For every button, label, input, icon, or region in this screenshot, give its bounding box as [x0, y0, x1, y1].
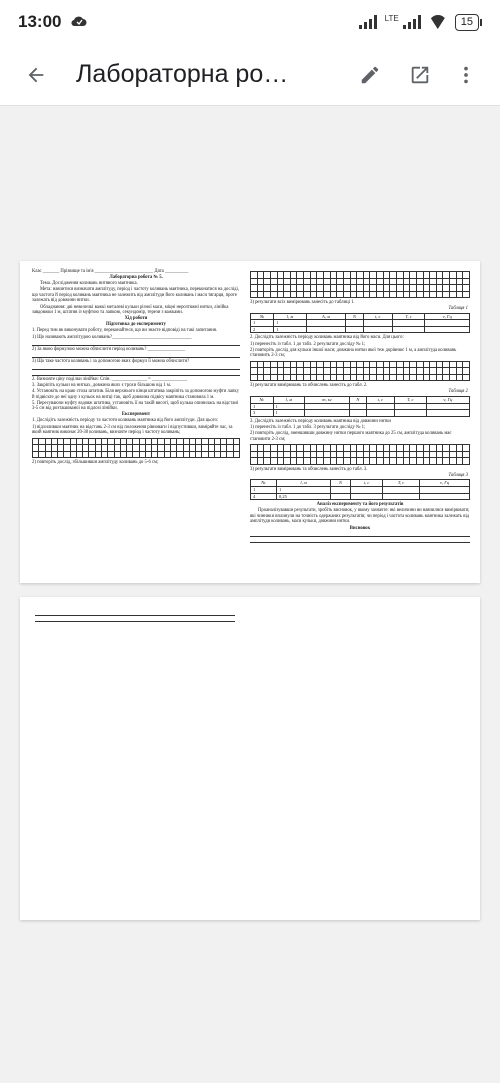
- table3-caption: Таблиця 3: [448, 472, 468, 478]
- grid-cell: [264, 458, 271, 465]
- table-header: t, с: [350, 480, 382, 487]
- prep-step-2: 2. Визначте ціну поділки лінійки: Спін. _______________ = _______________: [32, 376, 188, 382]
- grid-cell: [410, 292, 417, 299]
- grid-cell: [377, 458, 384, 465]
- grid-cell: [364, 458, 371, 465]
- table-cell: [306, 326, 345, 333]
- table-header: №: [251, 313, 274, 320]
- grid-cell: [443, 458, 450, 465]
- grid-cell: [324, 458, 331, 465]
- table-cell: 1: [251, 486, 277, 493]
- result-step-2: 2. Дослідіть залежність періоду коливань маятника від його маси. Для цього:: [250, 335, 404, 341]
- table-header: t, с: [366, 397, 394, 404]
- prep-step-1: 1. Перед тим як виконувати роботу, переконайтеся, що ви знаєте відповіді на такі запитання.: [32, 328, 218, 334]
- grid-cell: [251, 458, 258, 465]
- grid-cell: [404, 292, 411, 299]
- grid-cell: [450, 292, 457, 299]
- lte-label: LTE: [384, 13, 399, 23]
- grid-cell: [384, 458, 391, 465]
- grid-cell: [271, 292, 278, 299]
- document-page-2[interactable]: [20, 597, 480, 920]
- grid-cell: [251, 375, 258, 382]
- grid-cell: [251, 292, 258, 299]
- table-row: [251, 486, 470, 493]
- table-cell: [305, 410, 350, 417]
- grid-cell: [424, 292, 431, 299]
- grid-cell: [234, 452, 240, 459]
- table-cell: 1: [251, 403, 274, 410]
- table-header: ν, Гц: [420, 480, 470, 487]
- table-header: T, с: [394, 397, 426, 404]
- table-cell: 1: [277, 486, 331, 493]
- table-header: l, м: [277, 480, 331, 487]
- grid-cell: [463, 458, 470, 465]
- table-header: l, м: [273, 397, 305, 404]
- grid-cell: [337, 375, 344, 382]
- table-cell: [426, 410, 469, 417]
- grid-cell: [344, 292, 351, 299]
- page2-answer-lines: [35, 611, 235, 623]
- calc-grid: [250, 271, 470, 298]
- result-step-2-3: 3) результати вимірювань та обчислень занесіть до табл. 2.: [250, 383, 368, 389]
- grid-cell: [297, 458, 304, 465]
- grid-cell: [284, 375, 291, 382]
- grid-cell: [404, 375, 411, 382]
- result-step-3-3: 3) результати вимірювань та обчислень занесіть до табл. 3.: [250, 466, 368, 472]
- grid-cell: [410, 458, 417, 465]
- table-cell: [331, 486, 351, 493]
- answer-line: [32, 371, 240, 376]
- table-row: [251, 403, 470, 410]
- grid-cell: [370, 375, 377, 382]
- answer-line: [35, 617, 235, 622]
- table-cell: [363, 320, 392, 327]
- answer-line: [35, 611, 235, 616]
- grid-cell: [271, 458, 278, 465]
- grid-cell: [443, 375, 450, 382]
- table-header: №: [251, 480, 277, 487]
- table-header: N: [331, 480, 351, 487]
- wifi-icon: [429, 15, 447, 29]
- table-header: №: [251, 397, 274, 404]
- grid-cell: [351, 292, 358, 299]
- signal-icon-2: [403, 15, 421, 29]
- grid-cell: [450, 375, 457, 382]
- grid-cell: [264, 292, 271, 299]
- table-cell: 1: [251, 320, 274, 327]
- table-cell: [392, 326, 425, 333]
- equipment: Обладнання: дві невеличкі важкі металеві кульки різної маси, міцні нерозтяжні нитки, лінійка завдовжки 1 м, штатив із муфтою та лапкою, секундомір, терези з важками.: [32, 304, 229, 316]
- grid-cell: [297, 292, 304, 299]
- result-step-2-2: 2) повторіть дослід для кульки іншої маси; довжина нитки якої теж дорівнює 1 м, а амплітуда коливань становить 2-3 см;: [250, 347, 457, 359]
- grid-cell: [291, 375, 298, 382]
- table-cell: [383, 493, 420, 500]
- result-step-3-1: 1) перенесіть із табл. 1 до табл. 3 результати досліду № 1;: [250, 424, 366, 430]
- page1-left-column: [32, 269, 240, 466]
- grid-cell: [417, 292, 424, 299]
- table-header: l, м: [274, 313, 307, 320]
- open-in-new-icon[interactable]: [402, 57, 438, 93]
- grid-cell: [284, 458, 291, 465]
- exp-step-1-1: 1) відхиливши маятник на відстань 2-3 см від положення рівноваги і відпустивши, виміряйте час, за який маятник виконає 20-30 коливань, визначте період і частоту коливань;: [32, 424, 233, 436]
- table-cell: [346, 326, 364, 333]
- grid-cell: [258, 292, 265, 299]
- grid-cell: [463, 375, 470, 382]
- grid-cell: [417, 458, 424, 465]
- grid-cell: [278, 292, 285, 299]
- grid-cell: [304, 458, 311, 465]
- grid-cell: [317, 375, 324, 382]
- table-1: [250, 313, 470, 334]
- prep-question-3: 3) Що таке частота коливань і за допомогою яких формул її можна обчислити?: [32, 358, 190, 364]
- exp-step-1-2: 2) повторіть дослід, збільшивши амплітуду коливань до 5-6 см;: [32, 460, 159, 466]
- arrow-back-icon[interactable]: [16, 55, 56, 95]
- app-bar: [0, 44, 500, 106]
- prep-step-5: 5. Пересуваючи муфту вздовж штатива, установіть її на такій висоті, щоб кулька опинилась на відстані 3-5 см від розташованої на підлозі лінійки.: [32, 400, 239, 412]
- grid-cell: [390, 375, 397, 382]
- table1-caption: Таблиця 1: [448, 306, 468, 312]
- prep-question-2: 2) За якою формулою можна обчислити період коливань? ________________: [32, 346, 186, 352]
- cloud-sync-icon: [71, 14, 87, 30]
- course-title: Хід роботи: [124, 316, 148, 322]
- table-cell: [363, 326, 392, 333]
- more-vert-icon[interactable]: [448, 57, 484, 93]
- table-row: [251, 320, 470, 327]
- page1-right-column: [250, 269, 470, 544]
- grid-cell: [311, 375, 318, 382]
- table-cell: [426, 403, 469, 410]
- table-cell: [366, 410, 394, 417]
- table-header: t, с: [363, 313, 392, 320]
- status-time: 13:00: [18, 12, 62, 31]
- document-title: Лабораторна ро…: [76, 60, 289, 88]
- grid-cell: [337, 458, 344, 465]
- prep-step-4: 4. Установіть на краю стола штатив. Біля верхнього кінця штатива закріпіть за допомогою муфти лапку й підвісьте до неї одну з кульок на нитці так, щоб довжина підвісу маятника становила 1 м.: [32, 389, 239, 400]
- grid-cell: [297, 375, 304, 382]
- grid-cell: [291, 292, 298, 299]
- table-cell: 2: [251, 326, 274, 333]
- grid-cell: [258, 458, 265, 465]
- table-cell: [349, 410, 366, 417]
- grid-cell: [443, 292, 450, 299]
- grid-cell: [364, 375, 371, 382]
- table-cell: [305, 403, 350, 410]
- grid-cell: [304, 292, 311, 299]
- table-header: N: [346, 313, 364, 320]
- analysis-text: Проаналізувавши результати, зробіть висновок, у якому зазначте: які величини ви навчилися вимірювати; які чинники вплинули на точність одержаних результатів; чи період і частота коливань маятника залежать від амплітуди коливань, маси кульки, довжини нитки.: [250, 508, 470, 525]
- table-header: T, с: [392, 313, 425, 320]
- table-cell: [425, 320, 470, 327]
- grid-cell: [377, 375, 384, 382]
- battery-icon: [455, 14, 482, 31]
- grid-cell: [331, 375, 338, 382]
- battery-level: 15: [455, 14, 479, 31]
- table-cell: 0,25: [277, 493, 331, 500]
- grid-cell: [410, 375, 417, 382]
- table-cell: [306, 320, 345, 327]
- calc-grid: [250, 361, 470, 382]
- experiment-title: Експеримент: [121, 412, 151, 418]
- lab-title: Лабораторна робота № 5.: [109, 275, 163, 281]
- grid-cell: [331, 292, 338, 299]
- grid-cell: [351, 458, 358, 465]
- table-cell: [349, 403, 366, 410]
- grid-cell: [424, 375, 431, 382]
- table-cell: 1: [273, 403, 305, 410]
- table-cell: [383, 486, 420, 493]
- grid-cell: [384, 292, 391, 299]
- table-row: [251, 410, 470, 417]
- table-cell: [350, 493, 382, 500]
- table-cell: [420, 493, 470, 500]
- grid-cell: [370, 292, 377, 299]
- table2-caption: Таблиця 2: [448, 389, 468, 395]
- grid-cell: [457, 458, 464, 465]
- calc-grid: [250, 444, 470, 465]
- grid-cell: [357, 375, 364, 382]
- signal-icon-1: [359, 15, 377, 29]
- answer-line: [32, 341, 240, 346]
- result-step-3: 3) результати всіх вимірювань занесіть до таблиці 1.: [250, 300, 355, 305]
- table-cell: [425, 326, 470, 333]
- header-line: Клас _______ Прізвище та ім'я _________________________ Дата __________: [32, 269, 189, 274]
- table-row: [251, 326, 470, 333]
- table-cell: [394, 403, 426, 410]
- calc-grid: [32, 438, 240, 459]
- result-step-3-2: 2) повторіть дослід, зменшивши довжину нитки першого маятника до 25 см, амплітуда коливань має становити 2-3 см;: [250, 431, 452, 442]
- table-cell: [331, 493, 351, 500]
- grid-cell: [457, 292, 464, 299]
- grid-cell: [344, 458, 351, 465]
- grid-cell: [390, 458, 397, 465]
- table-cell: 1: [273, 410, 305, 417]
- grid-cell: [384, 375, 391, 382]
- result-step-2-1: 1) перенесіть із табл. 1 до табл. 2 результати досліду № 1;: [250, 341, 366, 347]
- grid-cell: [370, 458, 377, 465]
- exp-step-1: 1. Дослідіть залежність періоду та частоти коливань маятника від його амплітуди. Для цього:: [32, 418, 219, 424]
- grid-cell: [397, 375, 404, 382]
- prep-question-1: 1) Що називають амплітудою коливань?__________________________________: [32, 334, 192, 340]
- grid-cell: [311, 292, 318, 299]
- grid-cell: [450, 458, 457, 465]
- grid-cell: [357, 458, 364, 465]
- grid-cell: [357, 292, 364, 299]
- grid-cell: [437, 375, 444, 382]
- grid-cell: [311, 458, 318, 465]
- table-cell: 3: [251, 410, 274, 417]
- grid-cell: [324, 292, 331, 299]
- document-page-1[interactable]: [20, 261, 480, 583]
- analysis-title: Аналіз експерименту та його результатів: [316, 502, 404, 508]
- table-cell: [392, 320, 425, 327]
- topic: Тема. Дослідження коливань нитяного маятника.: [40, 281, 138, 287]
- grid-cell: [337, 292, 344, 299]
- table-cell: 4: [251, 493, 277, 500]
- table-header: A, м: [306, 313, 345, 320]
- grid-cell: [430, 292, 437, 299]
- table-row: [251, 493, 470, 500]
- table-cell: [350, 486, 382, 493]
- table-header: ν, Гц: [425, 313, 470, 320]
- grid-cell: [324, 375, 331, 382]
- answer-line: [32, 353, 240, 358]
- answer-line: [250, 538, 470, 543]
- grid-cell: [317, 292, 324, 299]
- table-cell: [394, 410, 426, 417]
- table-cell: 1: [274, 320, 307, 327]
- grid-cell: [463, 292, 470, 299]
- grid-cell: [331, 458, 338, 465]
- table-header: T, с: [383, 480, 420, 487]
- result-step-3-title: 3. Дослідіть залежність періоду коливань маятника від довжини нитки: [250, 418, 391, 424]
- grid-cell: [271, 375, 278, 382]
- table-cell: [420, 486, 470, 493]
- grid-cell: [437, 458, 444, 465]
- edit-icon[interactable]: [352, 57, 388, 93]
- grid-cell: [437, 292, 444, 299]
- table-cell: [366, 403, 394, 410]
- grid-cell: [404, 458, 411, 465]
- table-cell: 1: [274, 326, 307, 333]
- grid-cell: [417, 375, 424, 382]
- answer-line: [250, 532, 470, 537]
- answer-line: [32, 365, 240, 370]
- grid-cell: [424, 458, 431, 465]
- status-bar: [0, 0, 500, 44]
- grid-cell: [264, 375, 271, 382]
- grid-cell: [397, 292, 404, 299]
- grid-cell: [351, 375, 358, 382]
- table-header: ν, Гц: [426, 397, 469, 404]
- grid-cell: [457, 375, 464, 382]
- prep-title: Підготовка до експерименту: [105, 322, 167, 328]
- table-header: m, кг: [305, 397, 350, 404]
- grid-cell: [377, 292, 384, 299]
- grid-cell: [344, 375, 351, 382]
- grid-cell: [430, 458, 437, 465]
- goal: Мета: навчитися визначати амплітуду, період і частоту коливань маятника, переконатися на досліді, що частота й період коливань маятника не залежить від амплітуди його коливань і маси тягарця, проте залежать від довжини нитки.: [32, 287, 240, 304]
- grid-cell: [317, 458, 324, 465]
- grid-cell: [258, 375, 265, 382]
- table-header: N: [349, 397, 366, 404]
- table-2: [250, 396, 470, 417]
- conclusion-title: Висновок: [349, 525, 371, 531]
- grid-cell: [430, 375, 437, 382]
- grid-cell: [364, 292, 371, 299]
- grid-cell: [291, 458, 298, 465]
- grid-cell: [284, 292, 291, 299]
- grid-cell: [390, 292, 397, 299]
- grid-cell: [304, 375, 311, 382]
- prep-step-3: 3. Закріпіть кульки на нитках, довжина яких є трохи більшою від 1 м.: [32, 382, 171, 388]
- table-cell: [346, 320, 364, 327]
- table-3: [250, 479, 470, 500]
- grid-cell: [278, 458, 285, 465]
- grid-cell: [278, 375, 285, 382]
- grid-cell: [397, 458, 404, 465]
